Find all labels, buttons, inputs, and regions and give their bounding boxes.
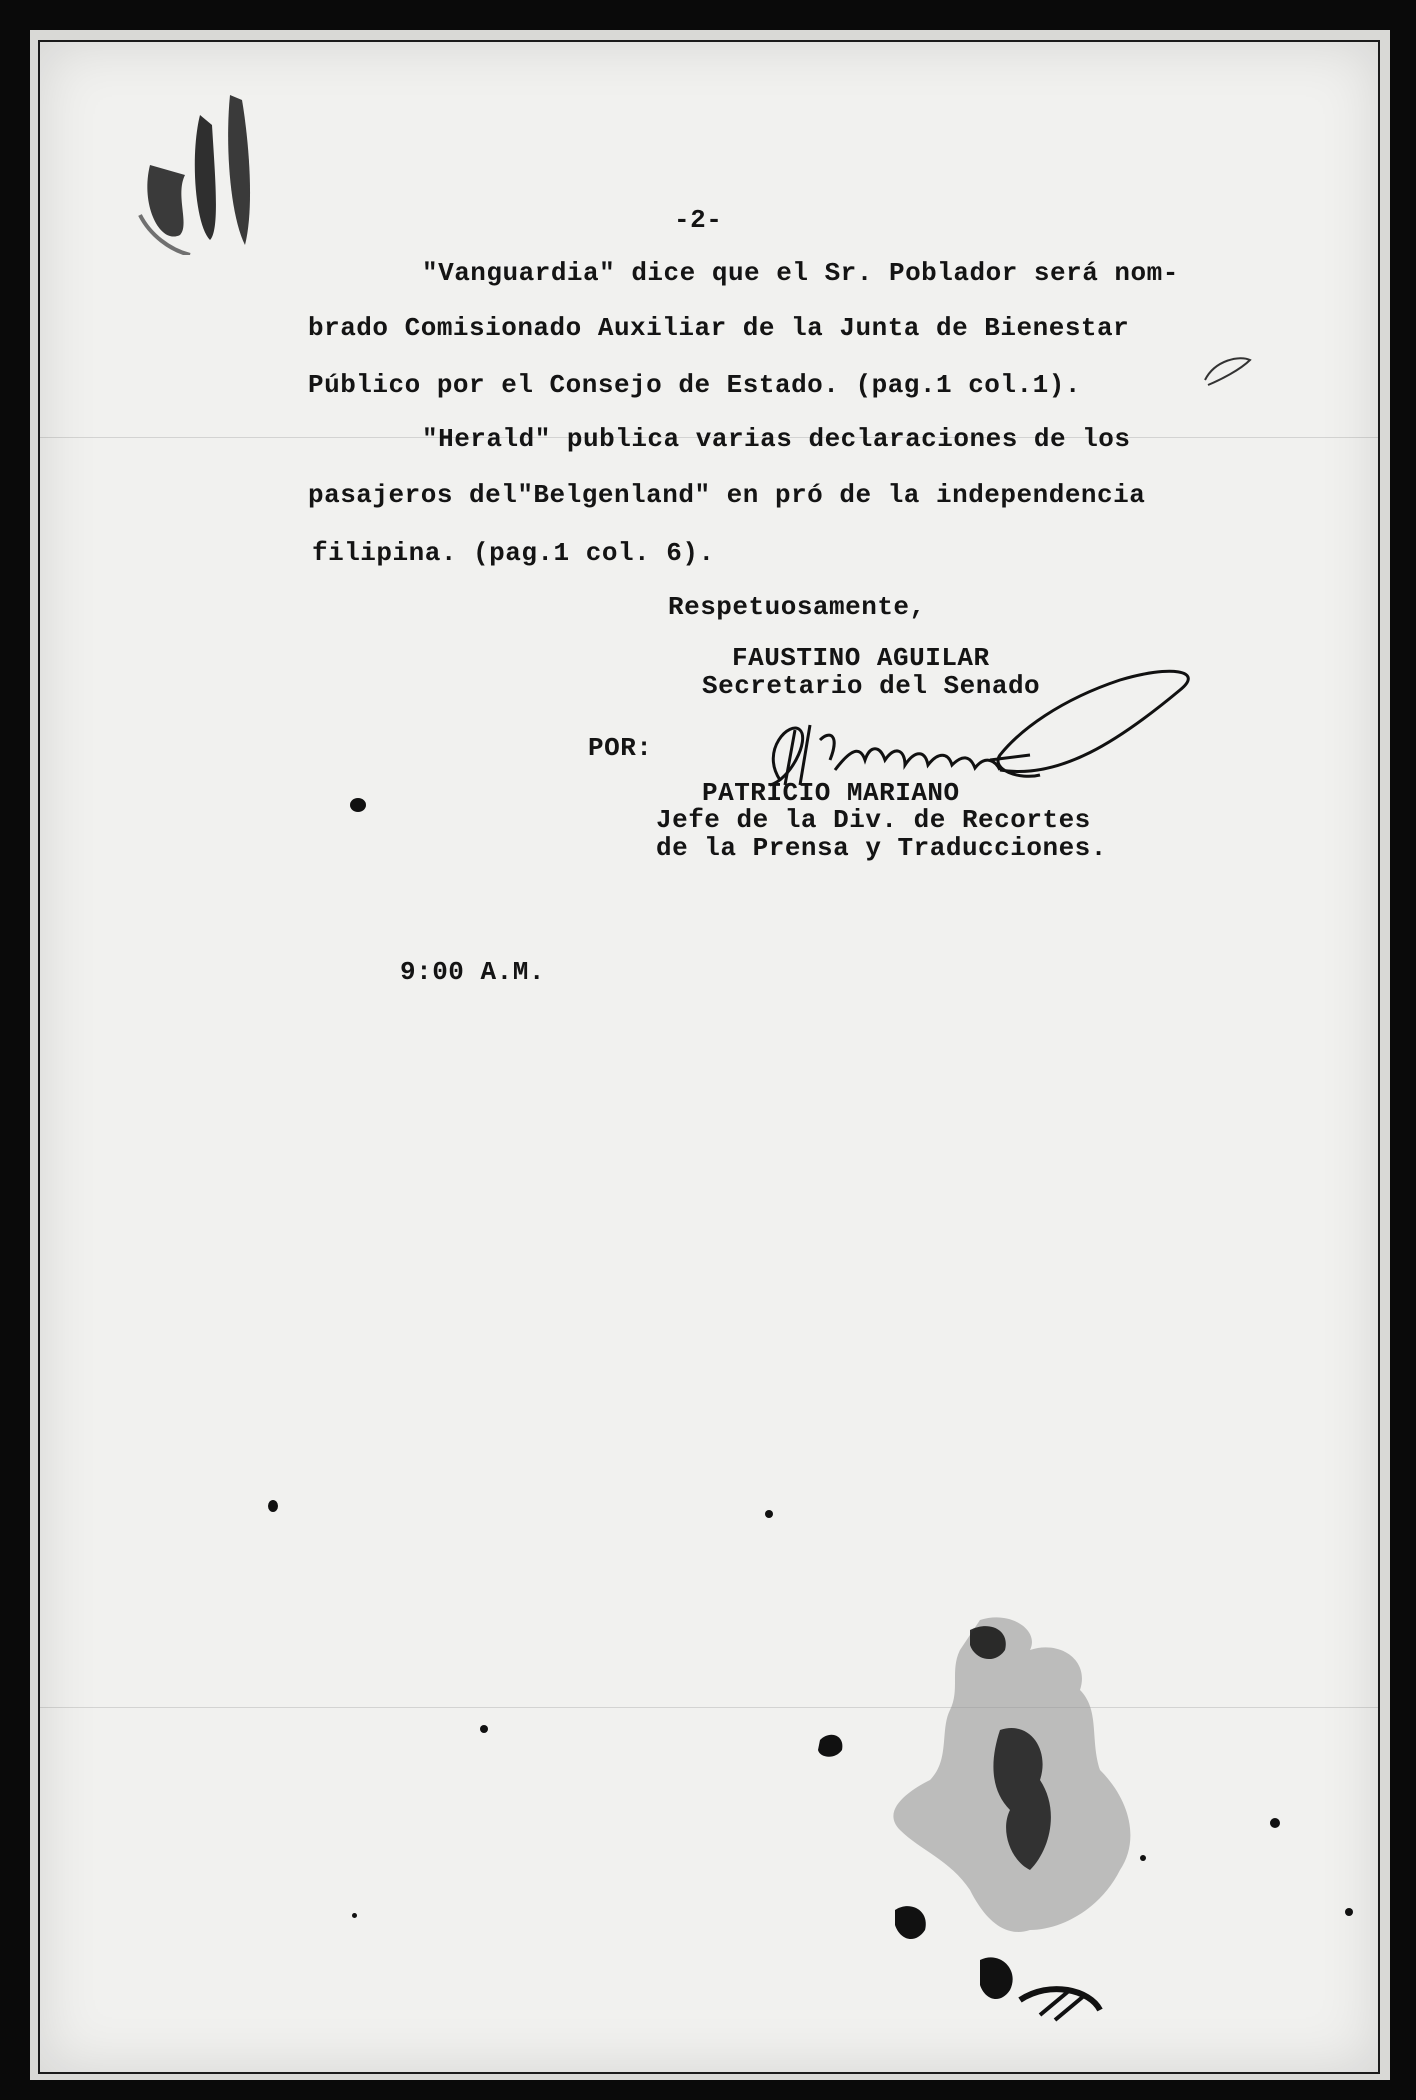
agent-title-line2: de la Prensa y Traducciones.	[656, 833, 1107, 863]
pen-mark	[1200, 350, 1260, 390]
damage-stain	[800, 1610, 1170, 2030]
ink-speck	[350, 798, 366, 812]
ink-speck	[1270, 1818, 1280, 1828]
page-number: -2-	[674, 205, 723, 235]
paragraph1-line2: brado Comisionado Auxiliar de la Junta de Bienestar	[308, 313, 1130, 343]
ink-speck	[268, 1500, 278, 1512]
ink-speck	[480, 1725, 488, 1733]
ink-speck	[352, 1913, 357, 1918]
closing: Respetuosamente,	[668, 592, 926, 622]
paragraph1-line1: "Vanguardia" dice que el Sr. Poblador será nom-	[422, 258, 1179, 288]
ink-speck	[1345, 1908, 1353, 1916]
time-stamp: 9:00 A.M.	[400, 957, 545, 987]
paragraph1-line3: Público por el Consejo de Estado. (pag.1 col.1).	[308, 370, 1081, 400]
paragraph2-line3: filipina. (pag.1 col. 6).	[312, 538, 715, 568]
ink-smudge-top-left	[130, 55, 270, 255]
signatory-title: Secretario del Senado	[702, 671, 1041, 701]
document-page	[38, 40, 1380, 2074]
paragraph2-line2: pasajeros del"Belgenland" en pró de la independencia	[308, 480, 1146, 510]
ink-speck	[765, 1510, 773, 1518]
agent-name: PATRICIO MARIANO	[702, 778, 960, 808]
paragraph2-line1: "Herald" publica varias declaraciones de los	[422, 424, 1131, 454]
signatory-name: FAUSTINO AGUILAR	[732, 643, 990, 673]
fold-line	[40, 1707, 1378, 1708]
por-label: POR:	[588, 733, 653, 763]
agent-title-line1: Jefe de la Div. de Recortes	[656, 805, 1091, 835]
